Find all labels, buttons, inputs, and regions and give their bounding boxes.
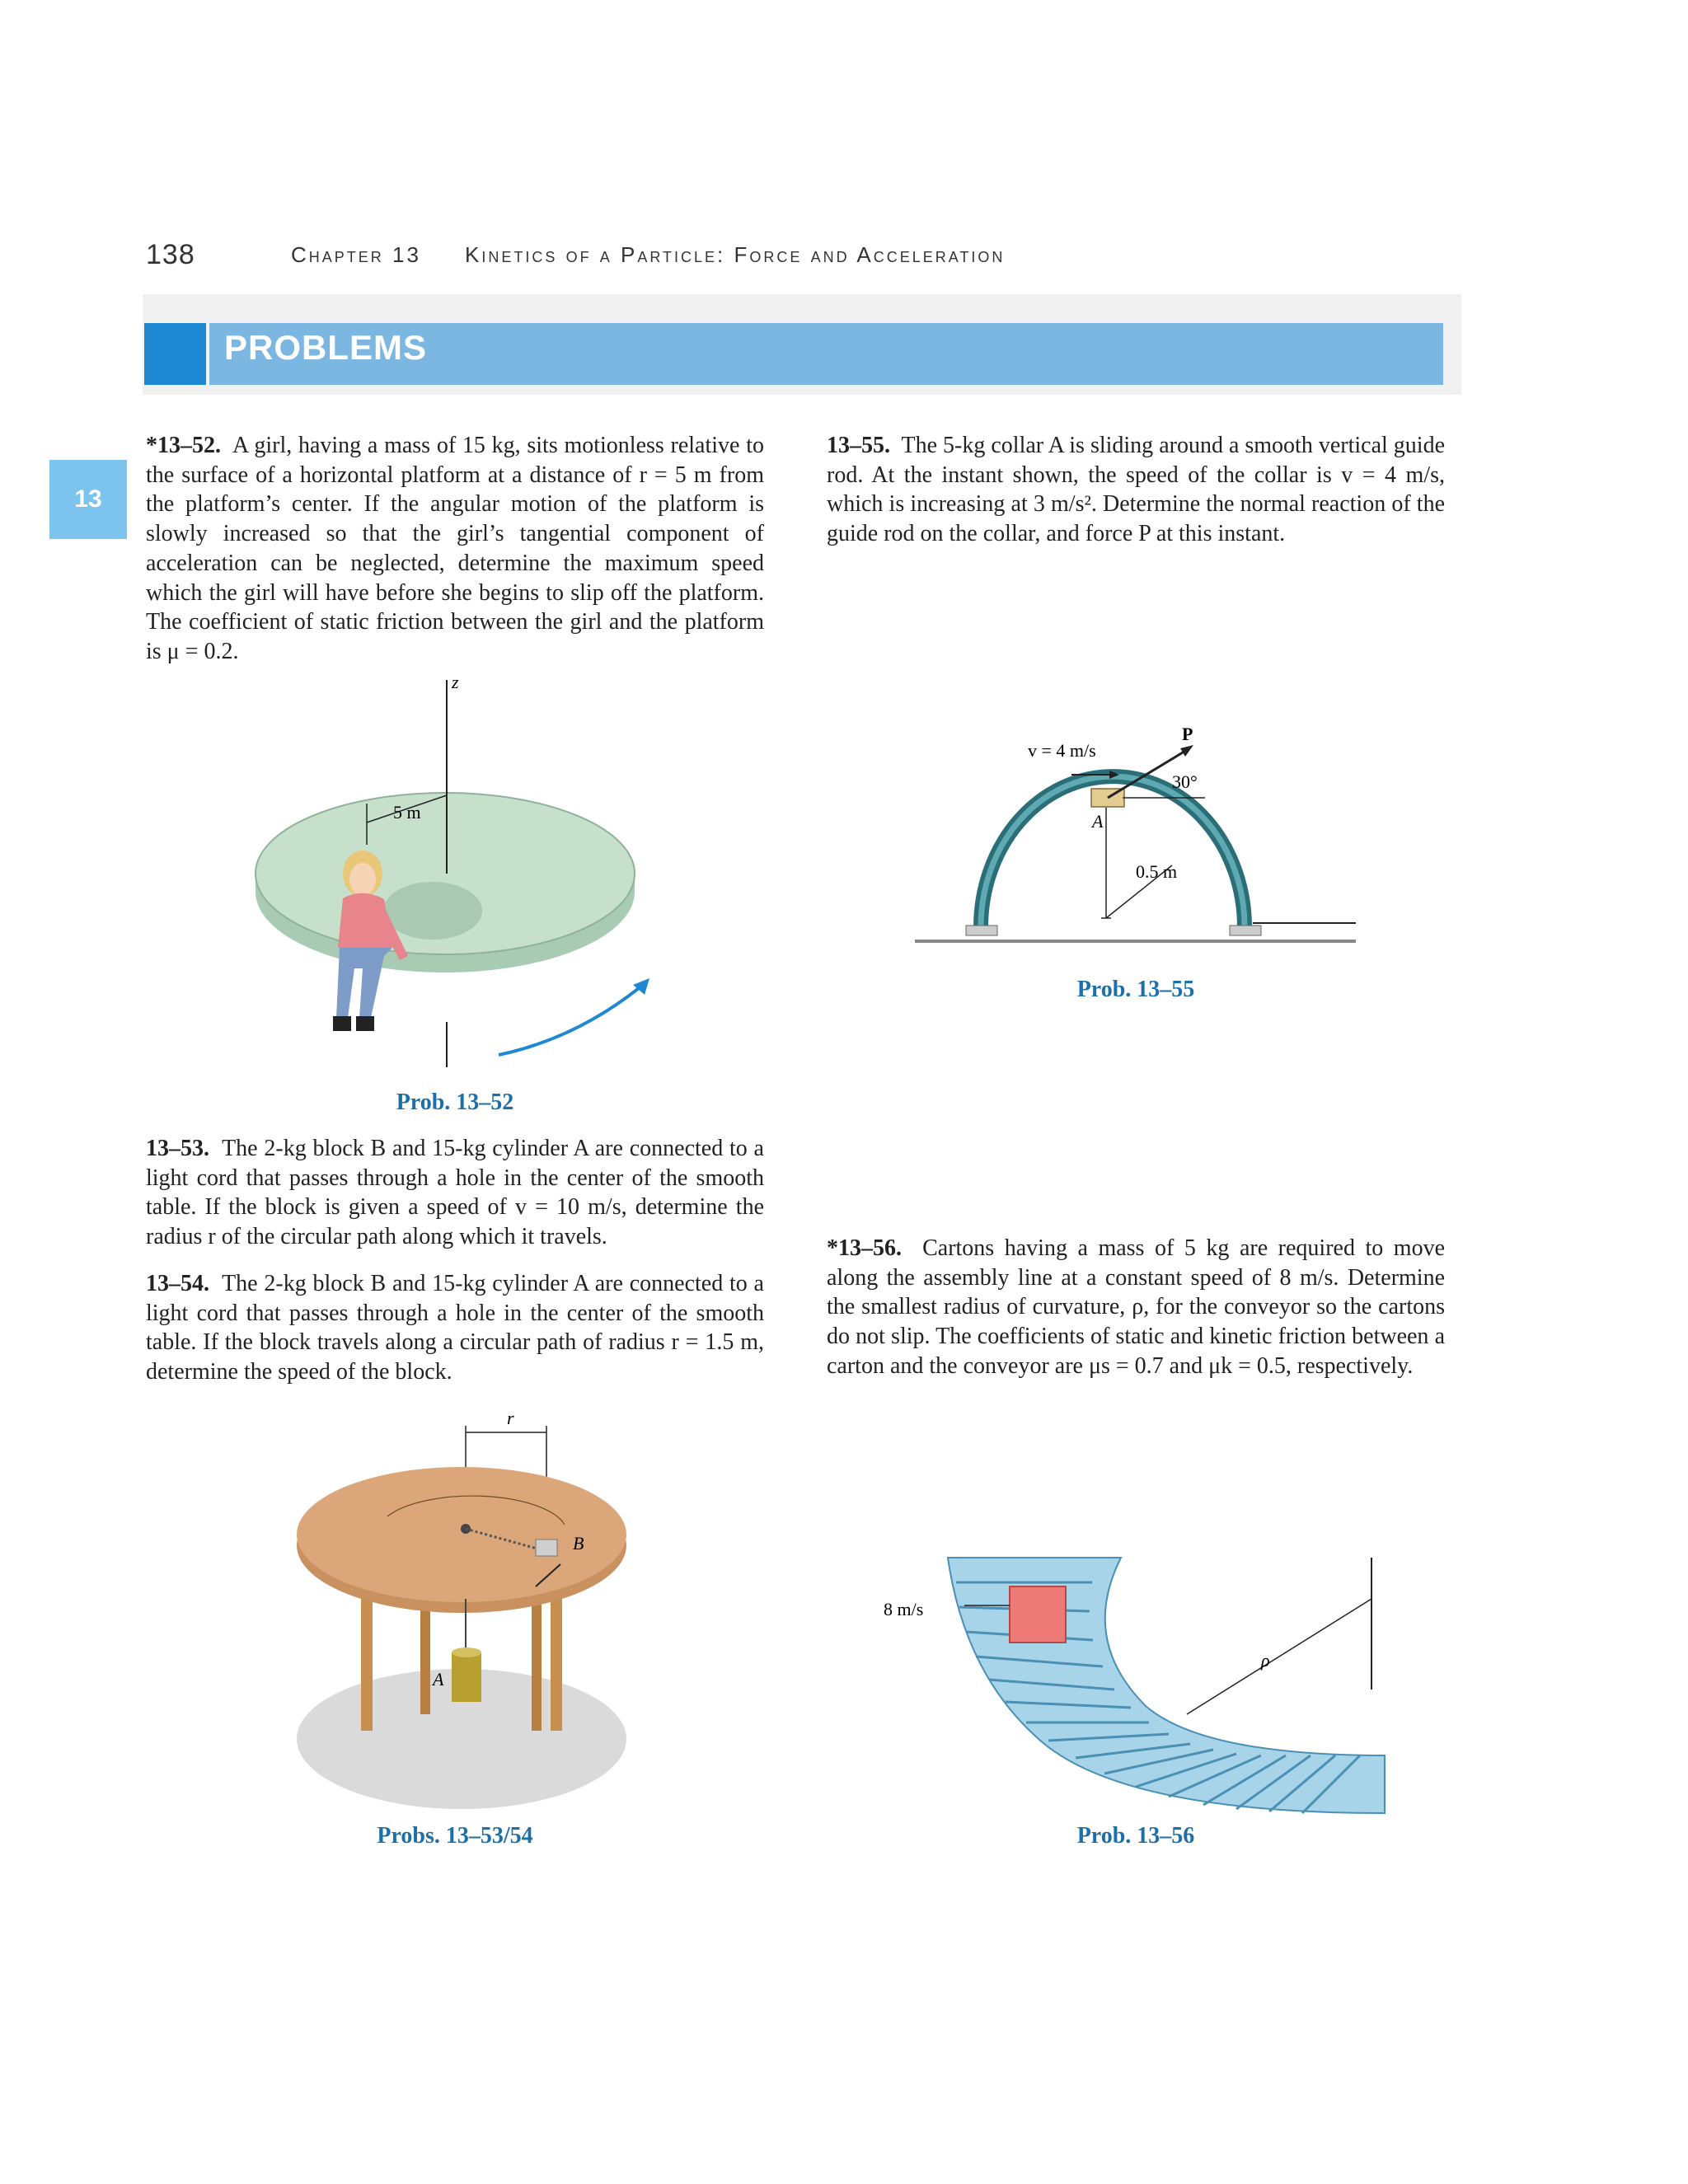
caption-13-53-54: Probs. 13–53/54 bbox=[377, 1823, 533, 1849]
velocity-label: v = 4 m/s bbox=[1028, 740, 1096, 761]
problem-number: *13–52. bbox=[146, 433, 221, 458]
figure-guide-rod bbox=[907, 717, 1368, 956]
force-label: P bbox=[1182, 724, 1193, 744]
cylinder-a-top bbox=[452, 1647, 481, 1657]
support-left bbox=[966, 926, 997, 935]
problem-text: Cartons having a mass of 5 kg are required to move along the assembly line at a constant speed of 8 m/s. Determine the smallest radius of curvature, ρ, for the conveyor so the cartons do not slip. The coefficients of static and kinetic friction between a carton and the conveyor are μs = 0.7 and μk = 0.5, respectively. bbox=[827, 1235, 1446, 1379]
problem-13-56 bbox=[827, 1234, 1445, 1381]
problem-text: The 2-kg block B and 15-kg cylinder A are connected to a light cord that passes through a hole in the center of the smooth table. If the block travels along a circular path of radius r = 1.5 m, determine the speed of the block. bbox=[146, 1271, 764, 1385]
figure-platform bbox=[239, 672, 684, 1076]
chapter-label: Chapter 13 bbox=[291, 242, 421, 267]
force-p-arrow-head bbox=[1180, 745, 1193, 757]
chapter-tab: 13 bbox=[49, 460, 127, 539]
collar-label: A bbox=[1092, 811, 1104, 832]
chapter-title: Kinetics of a Particle: Force and Acceleration bbox=[465, 242, 1006, 267]
problem-number: *13–56. bbox=[827, 1235, 902, 1261]
section-title: PROBLEMS bbox=[224, 328, 428, 367]
support-right bbox=[1230, 926, 1261, 935]
problem-number: 13–54. bbox=[146, 1271, 209, 1296]
banner-accent-square bbox=[144, 323, 206, 385]
figure-table bbox=[288, 1393, 635, 1821]
table-leg bbox=[532, 1591, 542, 1731]
angle-label: 30° bbox=[1172, 771, 1198, 792]
carton bbox=[1010, 1586, 1066, 1643]
problem-13-53 bbox=[146, 1134, 764, 1252]
rotation-arrow bbox=[499, 985, 643, 1055]
page-number: 138 bbox=[146, 239, 195, 270]
problem-number: 13–53. bbox=[146, 1136, 209, 1161]
radius-label: ρ bbox=[1261, 1650, 1270, 1671]
block-b bbox=[536, 1540, 557, 1556]
problem-13-52 bbox=[146, 431, 764, 667]
caption-13-55: Prob. 13–55 bbox=[1076, 977, 1195, 1002]
caption-13-52: Prob. 13–52 bbox=[396, 1090, 514, 1115]
caption-13-56: Prob. 13–56 bbox=[1076, 1823, 1195, 1849]
radius-label: r bbox=[507, 1408, 514, 1428]
block-label: B bbox=[573, 1533, 584, 1554]
figure-conveyor bbox=[874, 1549, 1393, 1821]
cylinder-label: A bbox=[433, 1669, 444, 1690]
z-axis-label: z bbox=[452, 672, 459, 692]
radius-line bbox=[1187, 1599, 1372, 1714]
problem-13-54 bbox=[146, 1269, 764, 1387]
speed-label: 8 m/s bbox=[884, 1599, 924, 1619]
problem-text: The 2-kg block B and 15-kg cylinder A are connected to a light cord that passes through a hole in the center of the smooth table. If the block is given a speed of v = 10 m/s, determine the radius r of the circular path along which it travels. bbox=[146, 1136, 764, 1250]
cylinder-a bbox=[452, 1652, 481, 1702]
problem-13-55 bbox=[827, 431, 1445, 549]
girl-shadow bbox=[383, 882, 482, 940]
problem-number: 13–55. bbox=[827, 433, 890, 458]
problem-text: A girl, having a mass of 15 kg, sits motionless relative to the surface of a horizontal platform at a distance of r = 5 m from the platform’s center. If the angular motion of the platform is slowly increased so that the girl’s tangential component of acceleration can be neglected, determine the maximum speed which the girl will have before she begins to slip off the platform. The coefficient of static friction between the girl and the platform is μ = 0.2. bbox=[146, 433, 764, 664]
radius-label: 5 m bbox=[393, 802, 421, 823]
radius-label: 0.5 m bbox=[1136, 861, 1178, 882]
problem-text: The 5-kg collar A is sliding around a smooth vertical guide rod. At the instant shown, the speed of the collar is v = 4 m/s, which is increasing at 3 m/s². Determine the normal reaction of the guide rod on the collar, and force P at this instant. bbox=[827, 433, 1446, 547]
